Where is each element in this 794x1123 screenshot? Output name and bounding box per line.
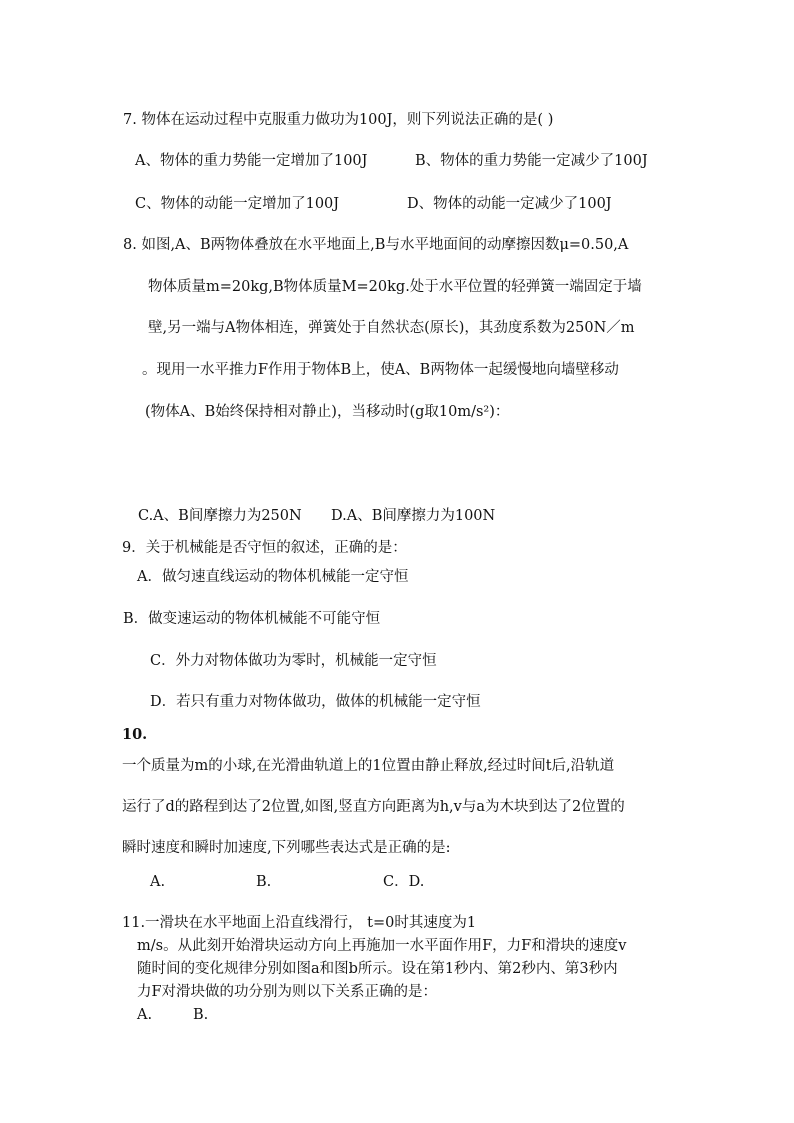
q8-line-2: 物体质量m=20kg,B物体质量M=20kg.处于水平位置的轻弹簧一端固定于墙 [148,279,642,295]
q8-line-4: 。现用一水平推力F作用于物体B上，使A、B两物体一起缓慢地向墙壁移动 [142,362,619,378]
q7-option-c: C、物体的动能一定增加了100J [135,196,340,212]
q11-line-4: 力F对滑块做的功分别为则以下关系正确的是： [137,984,438,1000]
q7-option-b: B、物体的重力势能一定减少了100J [415,153,648,169]
q11-option-b: B. [193,1007,209,1023]
q11-option-a: A. [137,1007,153,1023]
q10-option-a: A. [150,874,166,890]
q10-line-2: 运行了d的路程到达了2位置,如图,竖直方向距离为h,v与a为木块到达了2位置的 [122,799,625,815]
q9-option-a: A．做匀速直线运动的物体机械能一定守恒 [137,569,409,585]
q7-option-a: A、物体的重力势能一定增加了100J [135,153,368,169]
q10-line-1: 一个质量为m的小球,在光滑曲轨道上的1位置由静止释放,经过时间t后,沿轨道 [122,758,615,774]
q7-stem: 7. 物体在运动过程中克服重力做功为100J，则下列说法正确的是( ) [123,112,554,128]
q8-option-d: D.A、B间摩擦力为100N [331,508,496,524]
q10-line-3: 瞬时速度和瞬时加速度,下列哪些表达式是正确的是: [122,840,451,856]
q9-option-d: D．若只有重力对物体做功，做体的机械能一定守恒 [150,694,481,710]
q8-option-c: C.A、B间摩擦力为250N [138,508,302,524]
q10-number: 10. [122,726,148,743]
q11-line-1: 11.一滑块在水平地面上沿直线滑行， t=0时其速度为1 [122,915,477,931]
q9-option-b: B．做变速运动的物体机械能不可能守恒 [123,611,381,627]
q9-stem: 9．关于机械能是否守恒的叙述，正确的是： [122,540,407,556]
q8-line-5: (物体A、B始终保持相对静止)，当移动时(g取10m/s²)： [145,404,510,420]
q11-line-3: 随时间的变化规律分别如图a和图b所示。设在第1秒内、第2秒内、第3秒内 [137,961,618,977]
q8-line-3: 壁,另一端与A物体相连，弹簧处于自然状态(原长)，其劲度系数为250N／m [148,320,635,336]
q8-line-1: 8. 如图,A、B两物体叠放在水平地面上,B与水平地面间的动摩擦因数μ=0.50,A [123,237,629,253]
q9-option-c: C．外力对物体做功为零时，机械能一定守恒 [150,653,437,669]
q10-option-cd: C．D. [383,874,425,890]
q11-line-2: m/s。从此刻开始滑块运动方向上再施加一水平面作用F，力F和滑块的速度v [137,938,627,954]
q7-option-d: D、物体的动能一定减少了100J [407,196,612,212]
q10-option-b: B. [256,874,272,890]
